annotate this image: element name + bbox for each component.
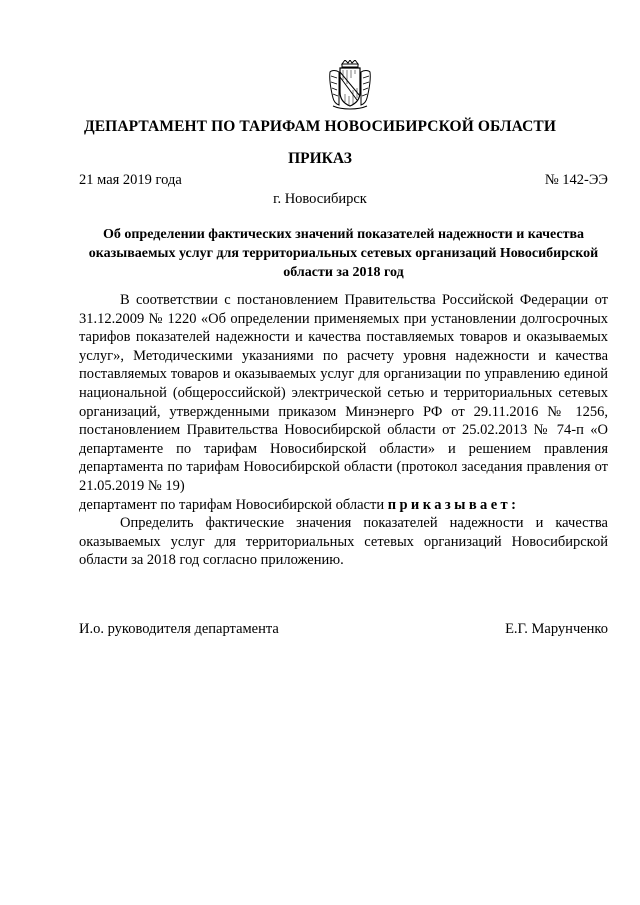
- department-name: ДЕПАРТАМЕНТ ПО ТАРИФАМ НОВОСИБИРСКОЙ ОБЛАСТИ: [83, 118, 557, 135]
- decree-line: [79, 496, 608, 515]
- signer-name: Е.Г. Марунченко: [505, 621, 608, 637]
- order-city: г. Новосибирск: [273, 191, 367, 207]
- preamble-text: В соответствии с постановлением Правительства Российской Федерации от 31.12.2009 № 1220 «Об определении применяемых при установлении долгосрочных тарифов показателей надежности и качества поставляемых товаров и оказываемых услуг», Методическими указаниями по расчету уровня надежности и качества поставляемых товаров и оказываемых услуг для организации по управлению единой национальной (общероссийской) электрической сетью и территориальных сетевых организаций, утвержденными приказом Минэнерго РФ от 29.11.2016 № 1256, постановлением Правительства Новосибирской области от 25.02.2013 № 74-п «О департаменте по тарифам Новосибирской области» и решением правления департамента по тарифам Новосибирской области (протокол заседания правления от 21.05.2019 № 19): [79, 292, 608, 494]
- document-type: ПРИКАЗ: [288, 150, 352, 167]
- decree-word: приказывает:: [387, 496, 520, 513]
- operative-text: Определить фактические значения показателей надежности и качества оказываемых услуг для территориальных сетевых организаций Новосибирской области за 2018 год согласно приложению.: [79, 515, 608, 569]
- decree-subject: департамент по тарифам Новосибирской области: [79, 496, 385, 513]
- operative-paragraph: [79, 514, 608, 570]
- preamble-paragraph: [79, 291, 608, 496]
- order-number: № 142-ЭЭ: [544, 172, 608, 188]
- order-subject: Об определении фактических значений показателей надежности и качества оказываемых услуг для территориальных сетевых организаций Новосибирской области за 2018 год: [88, 227, 599, 280]
- order-date: 21 мая 2019 года: [79, 172, 182, 188]
- coat-of-arms-icon: [327, 60, 373, 110]
- order-body: [79, 291, 608, 570]
- signer-title: И.о. руководителя департамента: [79, 621, 279, 637]
